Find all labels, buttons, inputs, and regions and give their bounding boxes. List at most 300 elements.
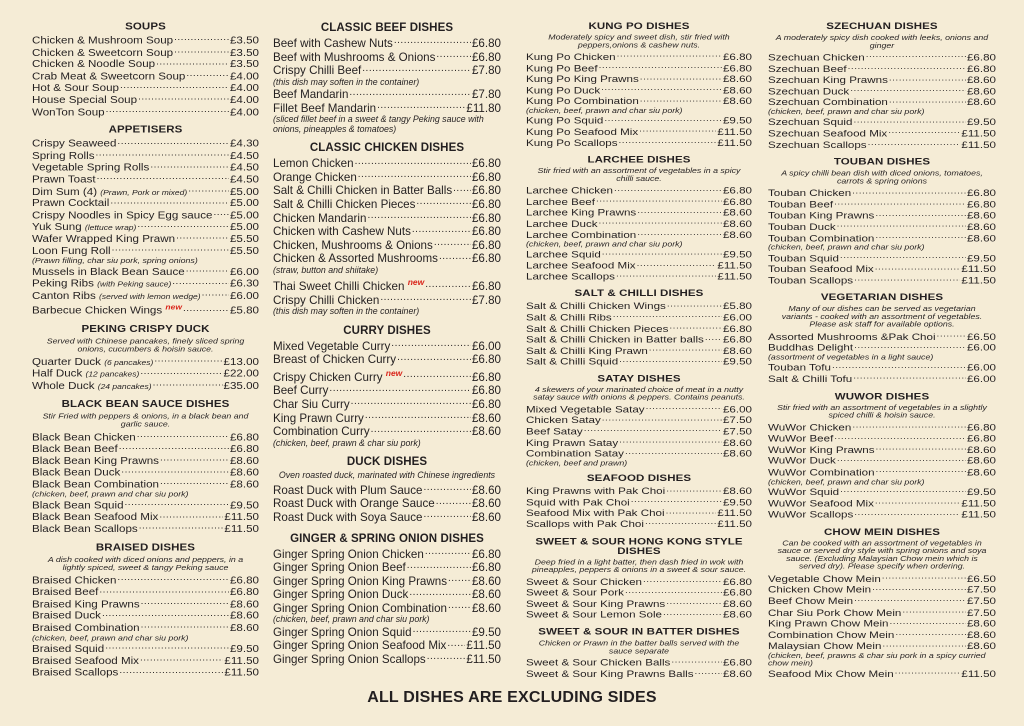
item-name-text: Orange Chicken: [273, 170, 357, 184]
item-price: £9.50: [966, 252, 996, 264]
item-name-text: Black Bean Beef: [32, 443, 118, 455]
item-name-text: Roast Duck with Orange Sauce: [273, 497, 435, 511]
item-name-text: Touban Tofu: [768, 362, 831, 374]
item-name-text: Black Bean Duck: [32, 466, 121, 479]
item-price: £11.50: [717, 260, 752, 271]
dot-leader: [637, 230, 722, 238]
item-name-text: Salt & Chilli Chicken in Batter Balls: [273, 184, 453, 198]
dot-leader: [837, 222, 966, 230]
dot-leader: [937, 331, 966, 339]
dot-leader: [355, 157, 471, 167]
menu-item: [32, 221, 259, 233]
item-name: [273, 172, 357, 185]
item-name: [32, 291, 201, 302]
item-name: [32, 501, 124, 512]
item-name-text: Kung Po Chicken: [526, 51, 616, 63]
dot-leader: [141, 622, 229, 631]
item-price: £6.30: [229, 277, 259, 290]
menu-item: [273, 484, 501, 498]
dot-leader: [854, 509, 960, 517]
section-title: BRAISED DISHES: [95, 542, 196, 553]
menu-item: [526, 599, 752, 610]
menu-item: [768, 275, 996, 286]
menu-item: [273, 561, 501, 575]
dot-leader: [202, 290, 229, 299]
item-name-text: Vegetable Spring Rolls: [32, 161, 150, 174]
dot-leader: [448, 575, 471, 585]
dot-leader: [875, 233, 966, 241]
item-name: [32, 59, 155, 70]
section-title: CHOW MEIN DISHES: [824, 527, 940, 538]
item-name: [32, 656, 139, 667]
item-name-text: Salt & Chilli Chicken Pieces: [273, 197, 416, 211]
menu-item: [273, 37, 501, 51]
dot-leader: [695, 669, 722, 677]
item-name-text: Seafood Mix with Pak Choi: [526, 508, 665, 519]
menu-item: [526, 312, 752, 323]
item-price: £6.80: [471, 170, 501, 184]
item-name-text: Beef Curry: [273, 384, 329, 398]
menu-item: [768, 253, 996, 264]
section-title: APPETISERS: [108, 125, 183, 136]
menu-item: [526, 138, 752, 149]
menu-item: [32, 106, 259, 118]
dot-leader: [377, 102, 465, 112]
item-name-text: WuWor Squid: [768, 486, 840, 498]
menu-section: [768, 392, 996, 521]
item-name: [32, 267, 185, 278]
dot-leader: [669, 323, 722, 331]
dot-leader: [834, 433, 966, 441]
dot-leader: [125, 500, 229, 509]
item-note: (chicken, beef, prawn and char siu pork): [768, 243, 925, 252]
dot-leader: [138, 94, 229, 103]
dot-leader: [666, 486, 722, 494]
item-name-text: Larchee Seafood Mix: [526, 260, 636, 271]
item-name: [768, 374, 852, 384]
item-name: [32, 524, 138, 535]
dot-leader: [599, 219, 722, 227]
menu-item: [768, 668, 996, 679]
menu-item: [32, 71, 259, 83]
item-price: £6.80: [229, 586, 259, 598]
item-price: £8.60: [722, 345, 752, 357]
item-name: [768, 669, 894, 679]
section-title: WUWOR DISHES: [834, 391, 930, 402]
item-price: £6.00: [722, 404, 752, 415]
item-price: £11.50: [717, 126, 752, 138]
dot-leader: [407, 561, 471, 571]
item-name: [768, 265, 874, 275]
item-name: [768, 253, 839, 263]
item-note: (chicken, beef, prawn and char siu pork): [768, 477, 925, 486]
item-name-text: Larchee Duck: [526, 218, 598, 230]
dot-leader: [213, 209, 229, 218]
item-price: £11.50: [717, 271, 752, 282]
dot-leader: [117, 575, 229, 584]
section-title: SZECHUAN DISHES: [826, 21, 938, 32]
item-name-text: WuWor Scallops: [768, 509, 854, 521]
section-title: DUCK DISHES: [346, 456, 428, 469]
dot-leader: [96, 150, 229, 159]
item-price: £8.60: [722, 598, 752, 610]
menu-item: [273, 353, 501, 367]
dot-leader: [425, 280, 471, 290]
item-price: £6.00: [966, 342, 996, 354]
item-name: [526, 75, 639, 85]
item-name: [768, 332, 936, 342]
dot-leader: [602, 415, 722, 423]
menu-section: [273, 533, 501, 667]
item-name-text: Touban King Prawns: [768, 210, 875, 222]
item-price: £6.80: [966, 422, 996, 433]
dot-leader: [876, 467, 966, 475]
item-price: £8.60: [966, 444, 996, 456]
dot-leader: [156, 59, 229, 68]
dot-leader: [413, 626, 471, 636]
menu-item: [768, 128, 996, 139]
dot-leader: [358, 171, 471, 181]
dot-leader: [119, 443, 229, 452]
menu-item: [526, 356, 752, 367]
section-title: SATAY DISHES: [597, 374, 681, 384]
menu-section: [526, 374, 752, 467]
dot-leader: [380, 294, 471, 304]
item-price: £35.00: [223, 380, 259, 392]
menu-section: [526, 22, 752, 149]
menu-item: [273, 225, 501, 239]
item-name-text: Crispy Chicken Curry: [273, 370, 383, 384]
item-name-text: Peking Ribs: [32, 277, 94, 290]
dot-leader: [631, 497, 722, 505]
dot-leader: [875, 264, 961, 272]
item-note: (chicken, beef, prawns & char siu pork in a spicy curried chow mein): [768, 651, 986, 668]
section-description: Served with Chinese pancakes, finely sliced spring onions, cucumbers & hoisin sauce.: [46, 336, 245, 354]
menu-item: [526, 345, 752, 356]
item-name: [273, 589, 408, 602]
menu-item: [273, 639, 501, 653]
item-name-text: Touban Duck: [768, 221, 836, 233]
item-name-text: Szechuan Scallops: [768, 139, 867, 151]
menu-item: [273, 511, 501, 525]
item-name: [768, 76, 888, 86]
menu-item: [768, 573, 996, 584]
item-name-text: Ginger Spring Onion Seafood Mix: [273, 639, 447, 653]
menu-item: [768, 199, 996, 210]
item-name: [768, 53, 865, 63]
item-name-text: Ginger Spring Onion Beef: [273, 561, 406, 575]
item-name: [273, 52, 435, 65]
dot-leader: [183, 305, 229, 314]
item-name: [526, 127, 638, 137]
new-badge: new: [385, 367, 403, 378]
item-name-text: Roast Duck with Plum Sauce: [273, 483, 423, 497]
dot-leader: [371, 425, 471, 435]
item-name-text: Braised Combination: [32, 622, 140, 634]
item-name: [526, 250, 601, 260]
dot-leader: [866, 52, 966, 60]
item-note: (chicken, beef and prawn): [526, 458, 628, 467]
item-price: £8.60: [966, 74, 996, 86]
menu-item: [768, 222, 996, 233]
menu-item: [273, 88, 501, 102]
item-name-text: Ginger Spring Onion Combination: [273, 601, 448, 615]
dot-leader: [834, 199, 966, 207]
menu-item: [526, 63, 752, 74]
menu-item: [32, 150, 259, 162]
menu-item: [526, 519, 752, 530]
menu-item: [526, 85, 752, 96]
menu-item: [526, 486, 752, 497]
item-name: [32, 222, 136, 233]
item-price: £6.80: [722, 576, 752, 588]
menu-item: [273, 157, 501, 171]
dot-leader: [882, 641, 966, 649]
menu-item: [526, 437, 752, 448]
dot-leader: [439, 252, 471, 262]
section-description: Stir fried with an assortment of vegetables in a spicy chilli sauce.: [537, 166, 741, 183]
dot-leader: [176, 233, 229, 242]
item-name-text: Sweet & Sour Chicken: [526, 576, 642, 588]
menu-item: [768, 596, 996, 607]
item-price: £8.60: [966, 455, 996, 467]
item-price: £9.50: [471, 625, 501, 639]
item-price: £8.60: [471, 510, 501, 524]
dot-leader: [832, 362, 966, 370]
dot-leader: [412, 225, 471, 235]
dot-leader: [394, 37, 471, 47]
item-name-text: Sweet & Sour Lemon Sole: [526, 609, 662, 621]
dot-leader: [854, 275, 960, 283]
dot-leader: [174, 47, 229, 56]
menu-item: [768, 422, 996, 433]
item-price: £11.50: [717, 519, 752, 530]
item-name-text: Whole Duck: [32, 380, 95, 392]
item-price: £11.50: [717, 137, 752, 149]
item-price: £8.60: [966, 467, 996, 478]
menu-item: [273, 425, 501, 439]
menu-item: [273, 64, 501, 78]
item-detail: (served with lemon wedge): [99, 291, 201, 301]
item-name-text: Braised King Prawns: [32, 598, 140, 610]
item-name-text: Szechuan Seafood Mix: [768, 128, 888, 139]
menu-item: [526, 658, 752, 669]
menu-item: [32, 356, 259, 368]
item-name-text: Chicken & Noodle Soup: [32, 58, 156, 70]
menu-item: [32, 209, 259, 221]
section-description: A spicy chilli bean dish with diced onions, tomatoes, carrots & spring onions: [781, 168, 983, 185]
menu-item: [273, 626, 501, 640]
footer-note: ALL DISHES ARE EXCLUDING SIDES: [367, 689, 657, 706]
menu-item: [768, 139, 996, 150]
item-price: £6.50: [966, 331, 996, 343]
item-name: [273, 89, 348, 102]
dot-leader: [453, 184, 471, 194]
dot-leader: [614, 185, 722, 193]
item-name: [526, 498, 630, 508]
item-price: £6.80: [471, 211, 501, 225]
item-name: [273, 654, 426, 667]
menu-column-2: [273, 20, 501, 675]
item-price: £8.60: [471, 425, 501, 439]
item-price: £8.60: [471, 574, 501, 588]
dot-leader: [329, 384, 471, 394]
item-price: £4.50: [229, 173, 259, 186]
item-name: [768, 434, 833, 444]
dot-leader: [848, 63, 966, 71]
item-name: [526, 520, 644, 530]
item-name-text: Salt & Chilli Chicken in Batter balls: [526, 334, 704, 345]
dot-leader: [153, 380, 223, 389]
item-name-text: Touban Scallops: [768, 275, 854, 286]
dot-leader: [119, 667, 223, 676]
menu-item: [526, 208, 752, 219]
item-name: [526, 487, 665, 497]
item-name: [526, 577, 642, 587]
dot-leader: [427, 653, 466, 663]
menu-section: [32, 542, 259, 678]
item-name-text: Salt & Chilli King Prawn: [526, 345, 648, 357]
item-name: [273, 426, 370, 439]
dot-leader: [137, 431, 229, 440]
dot-leader: [601, 85, 722, 93]
item-name-text: Sweet & Sour King Prawns Balls: [526, 668, 694, 680]
item-price: £8.60: [471, 588, 501, 602]
item-name: [768, 276, 853, 286]
menu-item: [32, 575, 259, 587]
item-name: [768, 423, 851, 433]
item-price: £6.80: [471, 184, 501, 198]
menu-item: [32, 94, 259, 106]
item-name-text: Crispy Chilli Chicken: [273, 293, 380, 307]
dot-leader: [837, 456, 966, 464]
item-name-text: Ginger Spring Onion Squid: [273, 625, 412, 639]
item-name: [273, 640, 446, 653]
dot-leader: [890, 618, 966, 626]
item-name: [526, 302, 666, 312]
item-name-text: Chicken Mandarin: [273, 211, 367, 225]
item-name: [32, 71, 185, 82]
item-name: [32, 279, 171, 290]
item-name: [768, 445, 875, 455]
item-price: £9.50: [229, 499, 259, 512]
item-name: [32, 163, 149, 174]
item-price: £8.60: [229, 610, 259, 622]
dot-leader: [619, 356, 722, 364]
item-name: [526, 669, 694, 679]
item-name: [526, 186, 613, 196]
item-note: (chicken, beef, prawn and char siu pork): [526, 239, 683, 249]
item-name-text: Chicken Chow Mein: [768, 584, 872, 596]
item-note: (chicken, beef, prawn and char siu pork): [526, 106, 683, 115]
dot-leader: [625, 588, 722, 596]
item-name: [273, 276, 424, 293]
item-price: £11.50: [466, 639, 501, 653]
item-price: £4.50: [229, 150, 259, 162]
dot-leader: [599, 63, 722, 71]
item-price: £8.60: [722, 229, 752, 241]
item-name-text: Szechuan King Prawns: [768, 74, 888, 86]
menu-section: [32, 22, 259, 118]
item-price: £8.60: [966, 85, 996, 97]
menu-item: [526, 116, 752, 127]
item-name: [768, 222, 836, 232]
item-price: £8.60: [722, 668, 752, 680]
item-name: [273, 158, 354, 171]
dot-leader: [351, 398, 471, 408]
item-name: [32, 456, 159, 467]
menu-section: [273, 22, 501, 134]
item-name: [32, 107, 105, 118]
item-name-text: Crispy Seaweed: [32, 138, 117, 150]
menu-item: [32, 443, 259, 455]
item-name: [273, 185, 452, 198]
item-name: [273, 485, 423, 498]
item-name: [32, 151, 95, 162]
menu-item: [273, 384, 501, 398]
section-description: A moderately spicy dish cooked with leeks, onions and ginger: [775, 33, 989, 50]
menu-item: [32, 622, 259, 634]
item-price: £8.60: [471, 411, 501, 425]
dot-leader: [424, 511, 471, 521]
menu-section: [273, 456, 501, 524]
item-name: [32, 95, 137, 106]
item-price: £4.50: [229, 161, 259, 174]
dot-leader: [424, 484, 471, 494]
item-price: £8.60: [722, 96, 752, 107]
item-price: £8.60: [966, 640, 996, 652]
menu-item: [32, 47, 259, 59]
dot-leader: [645, 519, 716, 527]
item-price: £6.80: [471, 384, 501, 398]
new-badge: new: [165, 302, 182, 312]
dot-leader: [110, 198, 229, 207]
item-name-text: Beef Mandarin: [273, 88, 349, 102]
dot-leader: [106, 106, 229, 115]
dot-leader: [367, 212, 471, 222]
item-name-text: Crispy Noodles in Spicy Egg sauce: [32, 209, 213, 221]
item-price: £7.80: [471, 88, 501, 102]
item-name: [768, 129, 887, 139]
item-name-text: Chicken, Mushrooms & Onions: [273, 238, 433, 252]
item-name: [32, 668, 118, 679]
item-name: [273, 562, 406, 575]
item-price: £8.60: [229, 455, 259, 467]
item-name-text: Kung Po Combination: [526, 96, 639, 107]
item-name-text: Assorted Mushrooms &Pak Choi: [768, 331, 936, 343]
item-note: (sliced fillet beef in a sweet & tangy Peking sauce with onions, pineapples & tomatoes): [273, 114, 484, 134]
item-note: (chicken, beef, prawn and char siu pork): [32, 633, 189, 642]
item-name: [526, 116, 603, 126]
item-price: £7.50: [722, 426, 752, 437]
item-name-text: Touban Chicken: [768, 187, 852, 199]
dot-leader: [868, 139, 961, 147]
item-price: £6.80: [471, 225, 501, 239]
item-price: £4.30: [229, 138, 259, 150]
dot-leader: [121, 467, 229, 476]
menu-section: [526, 627, 752, 679]
item-price: £7.80: [471, 293, 501, 307]
item-name-text: Hot & Sour Soup: [32, 82, 120, 94]
item-name: [32, 369, 139, 380]
menu-item: [32, 138, 259, 150]
item-price: £6.80: [471, 238, 501, 252]
item-name-text: Braised Chicken: [32, 574, 117, 587]
menu-item: [273, 198, 501, 212]
item-name-text: WuWor Seafood Mix: [768, 498, 874, 509]
item-name-text: Larchee Squid: [526, 249, 601, 260]
item-name-text: King Prawn Satay: [526, 437, 619, 448]
